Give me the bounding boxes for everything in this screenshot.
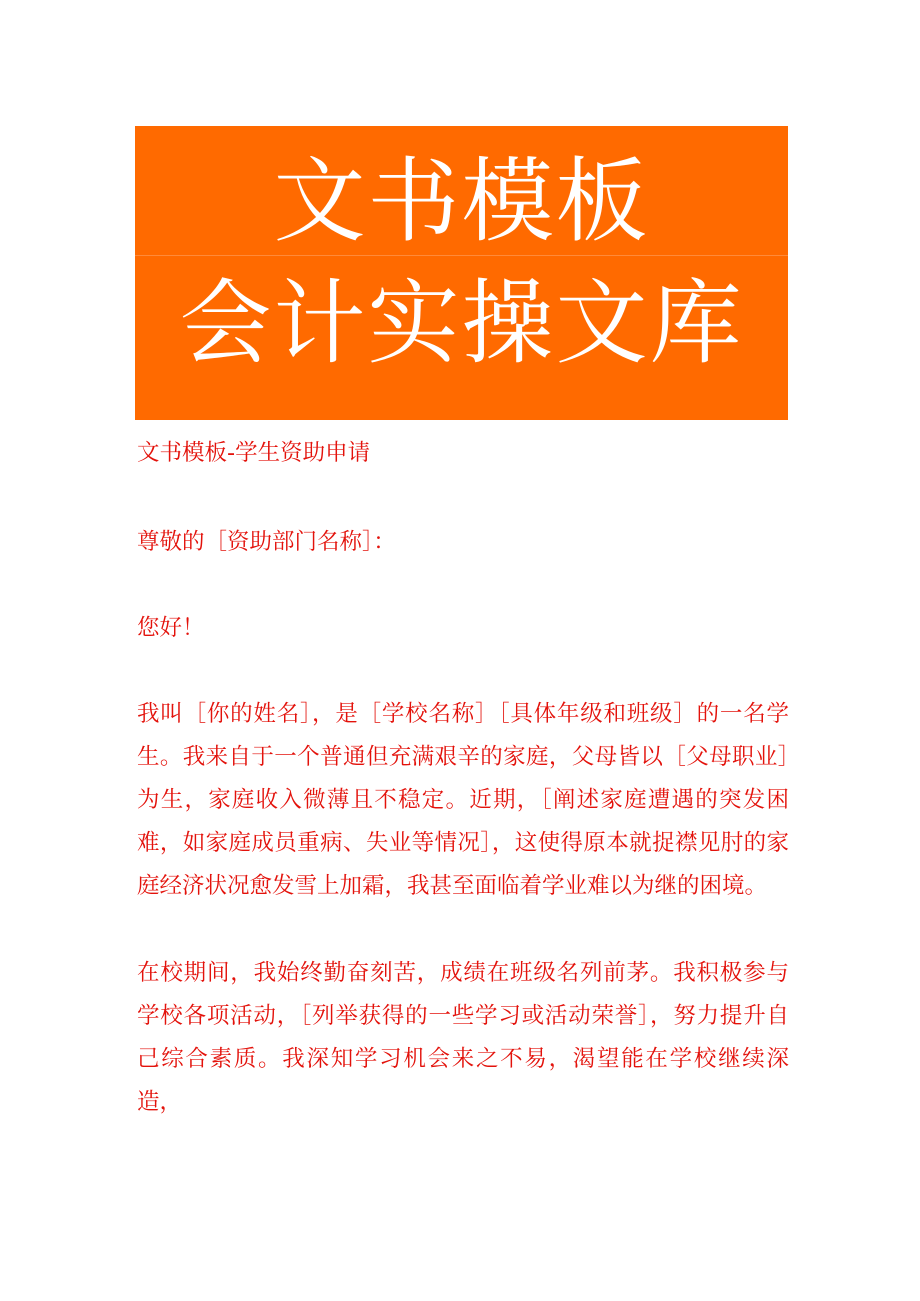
salutation: 尊敬的［资助部门名称］： (137, 529, 396, 555)
title-banner (135, 126, 788, 420)
banner-divider (135, 255, 788, 256)
document-body (137, 432, 789, 1124)
document-title: 文书模板-学生资助申请 (137, 440, 371, 466)
greeting: 您好！ (137, 615, 205, 641)
banner-subtitle: 会计实操文库 (179, 270, 744, 377)
paragraph-school-performance: 在校期间，我始终勤奋刻苦，成绩在班级名列前茅。我积极参与学校各项活动，［列举获得的一些学习或活动荣誉］，努力提升自己综合素质。我深知学习机会来之不易，渴望能在学校继续深造， (137, 960, 789, 1115)
paragraph-family-situation: 我叫［你的姓名］，是［学校名称］［具体年级和班级］的一名学生。我来自于一个普通但充满艰辛的家庭，父母皆以［父母职业］为生，家庭收入微薄且不稳定。近期，［阐述家庭遭遇的突发困难，如家庭成员重病、失业等情况］，这使得原本就捉襟见肘的家庭经济状况愈发雪上加霜，我甚至面临着学业难以为继的困境。 (137, 701, 789, 899)
banner-title: 文书模板 (273, 148, 650, 255)
